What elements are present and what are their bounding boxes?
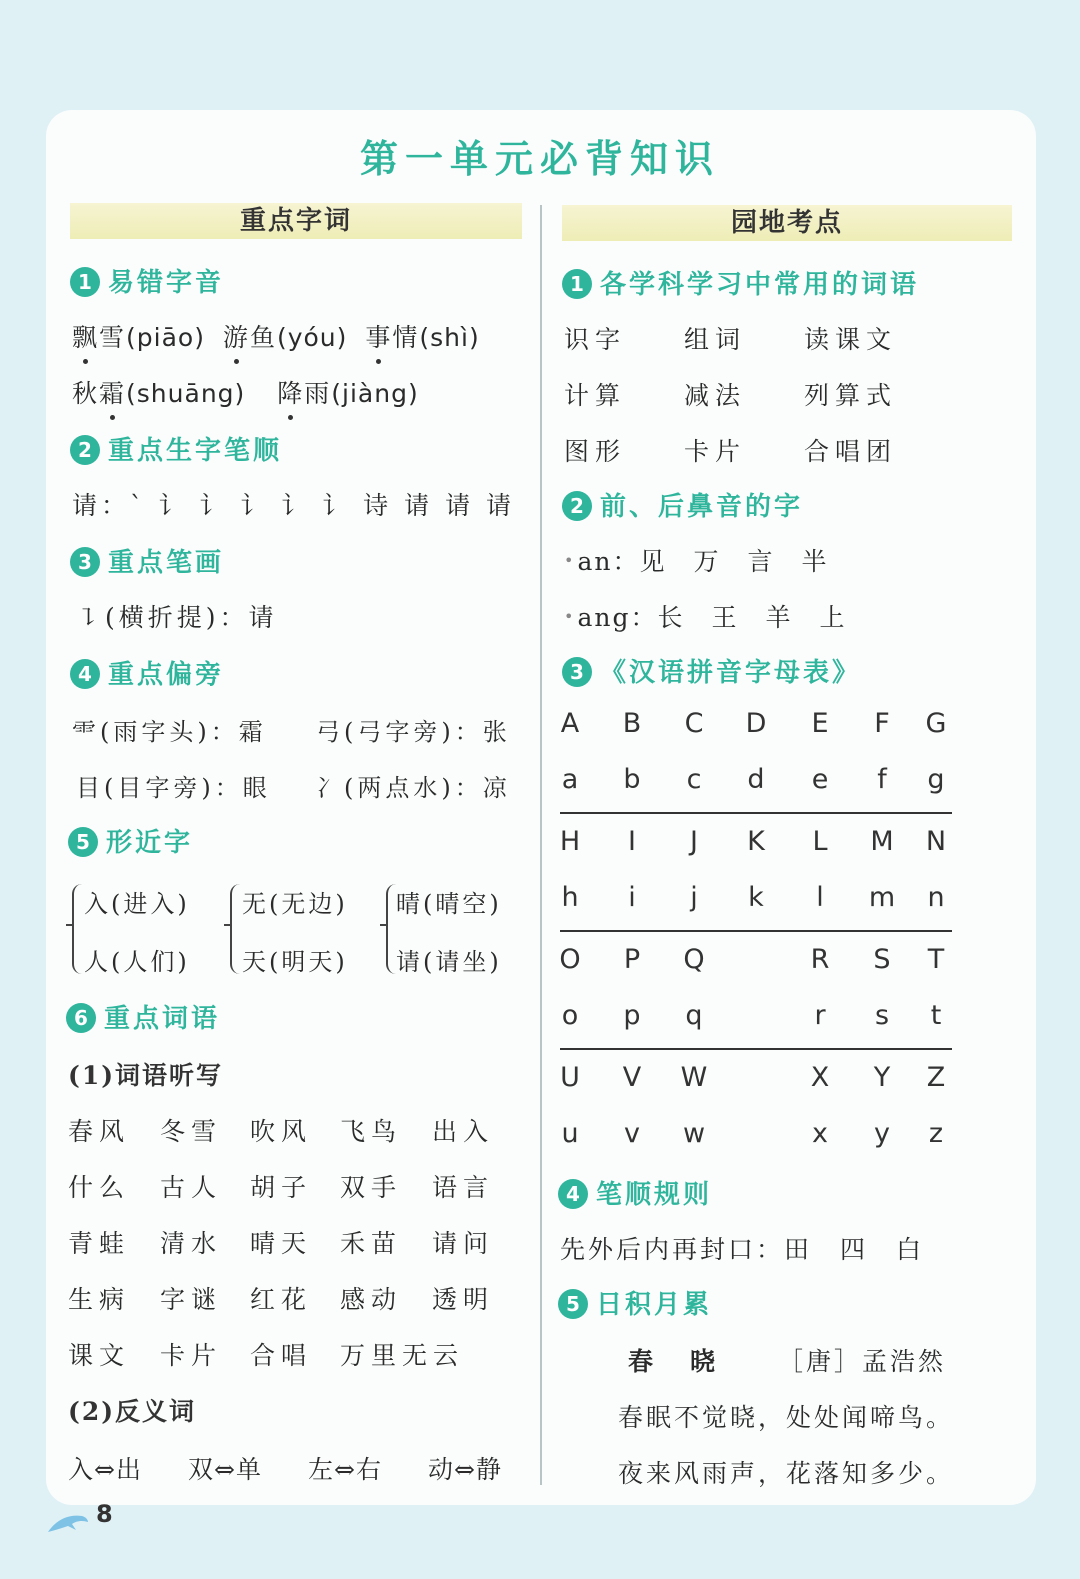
similar-char: 请(请坐): [396, 948, 502, 976]
uppercase-letter: K: [747, 826, 765, 857]
lowercase-letter: r: [814, 1000, 826, 1031]
dictation-word: 字谜: [160, 1285, 223, 1314]
left-section-1-title: 1 易错字音: [70, 262, 224, 299]
dictation-word: 什么: [68, 1173, 131, 1202]
dolphin-icon: [46, 1506, 90, 1536]
section-number-icon: 4: [70, 659, 100, 689]
page-number: 8: [96, 1500, 113, 1528]
dictation-word: 感动: [340, 1285, 403, 1314]
lowercase-letter: l: [816, 882, 824, 913]
uppercase-letter: R: [810, 944, 830, 975]
section-number-icon: 2: [70, 435, 100, 465]
right-section-2-title: 2 前、后鼻音的字: [562, 486, 803, 523]
bullet-dot-icon: •: [564, 551, 576, 570]
antonym-item: 动⇔静: [428, 1455, 502, 1484]
lowercase-letter: x: [812, 1118, 828, 1149]
dotted-char: 游: [223, 318, 250, 354]
uppercase-letter: X: [810, 1062, 830, 1093]
similar-char: 晴(晴空): [396, 890, 502, 918]
right-header: 园地考点: [562, 205, 1012, 241]
antonym-item: 左⇔右: [308, 1455, 382, 1484]
radical-item: 弓(弓字旁)：张: [316, 718, 511, 746]
left-header: 重点字词: [70, 203, 522, 239]
lowercase-letter: p: [623, 1000, 641, 1031]
poem-line: 春眠不觉晓，处处闻啼鸟。: [618, 1403, 955, 1432]
pronunciation-line-1: 飘雪(piāo) 游鱼(yóu) 事情(shì): [72, 318, 480, 354]
dictation-word: 透明: [432, 1285, 495, 1314]
dictation-word: 禾苗: [340, 1229, 403, 1258]
uppercase-letter: E: [811, 708, 829, 739]
lowercase-letter: h: [561, 882, 579, 913]
uppercase-letter: N: [925, 826, 947, 857]
uppercase-letter: H: [559, 826, 581, 857]
uppercase-letter: W: [680, 1062, 708, 1093]
radical-item: 冫(两点水)：凉: [316, 774, 511, 802]
subject-word: 组词: [684, 325, 747, 354]
uppercase-letter: L: [812, 826, 828, 857]
dictation-word: 语言: [432, 1173, 495, 1202]
dotted-char: 霜: [99, 374, 126, 410]
dictation-word: 万里无云: [340, 1341, 465, 1370]
poem-line: 夜来风雨声，花落知多少。: [618, 1459, 955, 1488]
uppercase-letter: F: [874, 708, 890, 739]
dictation-word: 课文: [68, 1341, 131, 1370]
right-section-5-title: 5 日积月累: [558, 1284, 712, 1321]
section-number-icon: 1: [70, 267, 100, 297]
uppercase-letter: A: [560, 708, 580, 739]
lowercase-letter: y: [874, 1118, 890, 1149]
pronunciation-line-2: 秋霜(shuāng) 降雨(jiàng): [72, 374, 419, 410]
dictation-word: 胡子: [250, 1173, 313, 1202]
lowercase-letter: d: [747, 764, 765, 795]
uppercase-letter: B: [622, 708, 642, 739]
left-section-5-title: 5 形近字: [68, 822, 193, 859]
section-number-icon: 1: [562, 269, 592, 299]
bullet-dot-icon: •: [564, 607, 576, 626]
left-section-3-title: 3 重点笔画: [70, 542, 224, 579]
uppercase-letter: J: [690, 826, 698, 857]
lowercase-letter: k: [748, 882, 764, 913]
dictation-word: 春风: [68, 1117, 131, 1146]
dictation-word: 吹风: [250, 1117, 313, 1146]
stroke-order-line: 请：` 讠 讠 讠 讠 讠 诗 请 请 请: [72, 491, 516, 520]
radical-item: 目(目字旁)：眼: [76, 774, 271, 802]
right-section-4-title: 4 笔顺规则: [558, 1174, 712, 1211]
lowercase-letter: g: [927, 764, 945, 795]
right-section-1-title: 1 各学科学习中常用的词语: [562, 264, 919, 301]
antonym-item: 双⇔单: [188, 1455, 262, 1484]
stroke-rule-line: 先外后内再封口：田 四 白: [560, 1235, 925, 1264]
dotted-char: 降: [277, 374, 304, 410]
dictation-word: 青蛙: [68, 1229, 131, 1258]
uppercase-letter: Y: [873, 1062, 891, 1093]
page-title: 第一单元必背知识: [359, 137, 720, 181]
nasal-ang-line: •ang：长 王 羊 上: [564, 603, 847, 632]
stroke-line: ㇊(横折提)：请: [76, 603, 278, 632]
lowercase-letter: j: [690, 882, 698, 913]
antonym-item: 入⇔出: [68, 1455, 142, 1484]
lowercase-letter: u: [561, 1118, 579, 1149]
uppercase-letter: Q: [683, 944, 705, 975]
lowercase-letter: m: [868, 882, 896, 913]
uppercase-letter: M: [870, 826, 894, 857]
alphabet-divider-line: [560, 930, 952, 932]
uppercase-letter: G: [925, 708, 947, 739]
dictation-word: 合唱: [250, 1341, 313, 1370]
subject-word: 图形: [564, 437, 627, 466]
left-section-2-title: 2 重点生字笔顺: [70, 430, 282, 467]
dotted-char: 飘: [72, 318, 99, 354]
lowercase-letter: w: [682, 1118, 706, 1149]
left-section-6-title: 6 重点词语: [66, 998, 220, 1035]
uppercase-letter: I: [628, 826, 636, 857]
lowercase-letter: q: [685, 1000, 703, 1031]
dictation-word: 冬雪: [160, 1117, 223, 1146]
lowercase-letter: f: [877, 764, 887, 795]
similar-char: 无(无边): [242, 890, 348, 918]
lowercase-letter: s: [874, 1000, 890, 1031]
nasal-an-line: •an：见 万 言 半: [564, 547, 829, 576]
dictation-word: 晴天: [250, 1229, 313, 1258]
lowercase-letter: n: [927, 882, 945, 913]
uppercase-letter: U: [560, 1062, 580, 1093]
uppercase-letter: T: [927, 944, 945, 975]
uppercase-letter: S: [873, 944, 891, 975]
lowercase-letter: c: [686, 764, 702, 795]
lowercase-letter: z: [928, 1118, 944, 1149]
subject-word: 列算式: [804, 381, 898, 410]
lowercase-letter: v: [624, 1118, 640, 1149]
poem-title: 春 晓: [628, 1347, 722, 1376]
subject-word: 卡片: [684, 437, 747, 466]
section-number-icon: 5: [68, 827, 98, 857]
dotted-char: 事: [365, 318, 392, 354]
dictation-word: 飞鸟: [340, 1117, 403, 1146]
lowercase-letter: i: [628, 882, 636, 913]
subheading-dictation: (1)词语听写: [68, 1061, 224, 1090]
alphabet-divider-line: [560, 812, 952, 814]
uppercase-letter: C: [684, 708, 704, 739]
section-number-icon: 3: [70, 547, 100, 577]
dictation-word: 双手: [340, 1173, 403, 1202]
left-section-4-title: 4 重点偏旁: [70, 654, 224, 691]
column-divider: [540, 205, 542, 1485]
section-number-icon: 3: [562, 657, 592, 687]
alphabet-divider-line: [560, 1048, 952, 1050]
subject-word: 读课文: [804, 325, 898, 354]
subject-word: 合唱团: [804, 437, 898, 466]
section-number-icon: 2: [562, 491, 592, 521]
uppercase-letter: O: [559, 944, 581, 975]
subject-word: 计算: [564, 381, 627, 410]
subheading-antonyms: (2)反义词: [68, 1397, 197, 1426]
lowercase-letter: a: [561, 764, 579, 795]
dictation-word: 卡片: [160, 1341, 223, 1370]
uppercase-letter: P: [623, 944, 641, 975]
similar-char: 人(人们): [84, 948, 190, 976]
lowercase-letter: e: [811, 764, 829, 795]
dictation-word: 古人: [160, 1173, 223, 1202]
lowercase-letter: o: [561, 1000, 579, 1031]
similar-char: 天(明天): [242, 948, 348, 976]
radical-item: ⻗(雨字头)：霜: [72, 718, 267, 746]
similar-char: 入(进入): [84, 890, 190, 918]
lowercase-letter: t: [930, 1000, 942, 1031]
dictation-word: 清水: [160, 1229, 223, 1258]
dictation-word: 生病: [68, 1285, 131, 1314]
lowercase-letter: b: [623, 764, 641, 795]
dictation-word: 红花: [250, 1285, 313, 1314]
uppercase-letter: D: [745, 708, 767, 739]
section-number-icon: 5: [558, 1289, 588, 1319]
dictation-word: 请问: [432, 1229, 495, 1258]
subject-word: 减法: [684, 381, 747, 410]
section-number-icon: 6: [66, 1003, 96, 1033]
dictation-word: 出入: [432, 1117, 495, 1146]
poem-author: ［唐］孟浩然: [778, 1347, 947, 1376]
section-number-icon: 4: [558, 1179, 588, 1209]
subject-word: 识字: [564, 325, 627, 354]
uppercase-letter: V: [622, 1062, 642, 1093]
uppercase-letter: Z: [926, 1062, 946, 1093]
right-section-3-title: 3 《汉语拼音字母表》: [562, 652, 861, 689]
